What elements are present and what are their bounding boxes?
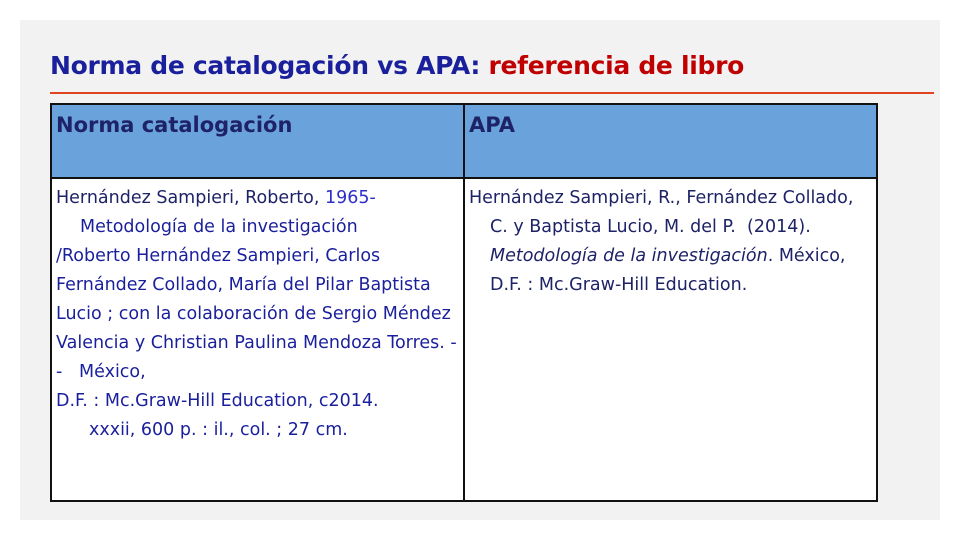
header-apa: APA xyxy=(464,104,877,178)
apa-year: (2014). xyxy=(747,217,811,237)
catalog-author-line xyxy=(56,184,459,213)
catalog-title: Metodología de la investigación xyxy=(80,217,358,237)
title-accent: referencia de libro xyxy=(488,51,745,80)
table-header-row xyxy=(51,104,877,178)
comparison-table xyxy=(50,103,878,502)
title-underline xyxy=(50,92,934,94)
apa-reference-cell xyxy=(464,178,877,501)
slide-title xyxy=(50,51,744,80)
catalog-record-cell xyxy=(51,178,464,501)
apa-place-publisher: . México, D.F. : Mc.Graw-Hill Education. xyxy=(490,246,846,295)
catalog-author: Hernández Sampieri, Roberto, xyxy=(56,188,325,208)
catalog-responsibility: /Roberto Hernández Sampieri, Carlos Fernández Collado, María del Pilar Baptista Lucio ; con la colaboración de Sergio Méndez Valencia y Christian Paulina Mendoza Torres. xyxy=(56,246,451,353)
apa-reference xyxy=(469,184,872,300)
apa-title: Metodología de la investigación xyxy=(490,246,768,266)
catalog-responsibility-block xyxy=(56,246,457,382)
catalog-separator: -- xyxy=(56,333,457,382)
catalog-place: México, xyxy=(79,362,146,382)
header-catalog: Norma catalogación xyxy=(51,104,464,178)
title-prefix: Norma de catalogación vs APA: xyxy=(50,51,489,80)
catalog-publisher: D.F. : Mc.Graw-Hill Education, c2014. xyxy=(56,391,379,411)
catalog-birth-year: 1965- xyxy=(325,188,376,208)
catalog-physical-description: xxxii, 600 p. : il., col. ; 27 cm. xyxy=(89,420,348,440)
apa-authors: Hernández Sampieri, R., Fernández Collado, C. y Baptista Lucio, M. del P. xyxy=(469,188,854,237)
table-row xyxy=(51,178,877,501)
